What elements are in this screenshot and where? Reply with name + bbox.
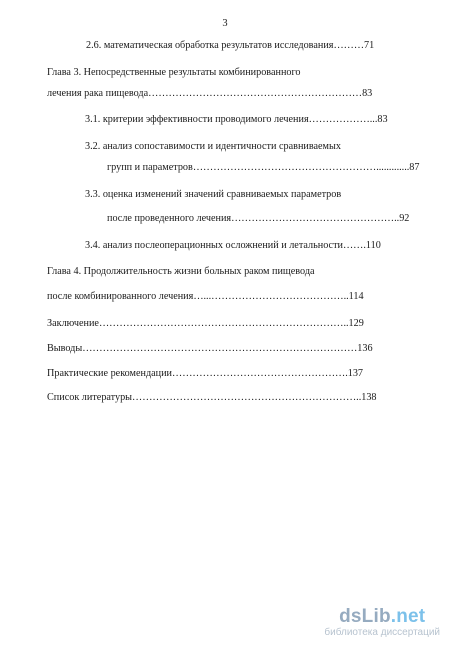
dslib-subtitle: библиотека диссертаций: [324, 627, 440, 638]
toc-entry-3-2-continuation: групп и параметров……………………………………………….............87: [107, 162, 420, 173]
toc-entry-2-6: 2.6. математическая обработка результатов исследования………71: [86, 40, 375, 51]
toc-chapter-3-title: Глава 3. Непосредственные результаты комбинированного: [47, 67, 301, 78]
toc-chapter-4-title: Глава 4. Продолжительность жизни больных раком пищевода: [47, 266, 315, 277]
page-number: 3: [222, 18, 228, 29]
toc-entry-3-1: 3.1. критерии эффективности проводимого лечения………………...83: [85, 114, 388, 125]
dslib-watermark: [324, 607, 440, 639]
toc-entry-3-2: 3.2. анализ сопоставимости и идентичности сравниваемых: [85, 141, 341, 152]
toc-chapter-4-continuation: после комбинированного лечения…...…………………………………..114: [47, 291, 364, 302]
toc-findings: Выводы………………………………………………………………………136: [47, 343, 373, 354]
toc-conclusion: Заключение………………………………………………………………..129: [47, 318, 364, 329]
toc-entry-3-3: 3.3. оценка изменений значений сравниваемых параметров: [85, 189, 342, 200]
toc-recommendations: Практические рекомендации…………………………………………….137: [47, 368, 364, 379]
toc-entry-3-3-continuation: после проведенного лечения…………………………………………..92: [107, 213, 410, 224]
dslib-logo: dsLib.net: [339, 606, 426, 627]
toc-references: Список литературы…………………………………………………………..138: [47, 392, 377, 403]
toc-entry-3-4: 3.4. анализ послеоперационных осложнений и летальности…….110: [85, 240, 381, 251]
toc-chapter-3-continuation: лечения рака пищевода………………………………………………………83: [47, 88, 373, 99]
